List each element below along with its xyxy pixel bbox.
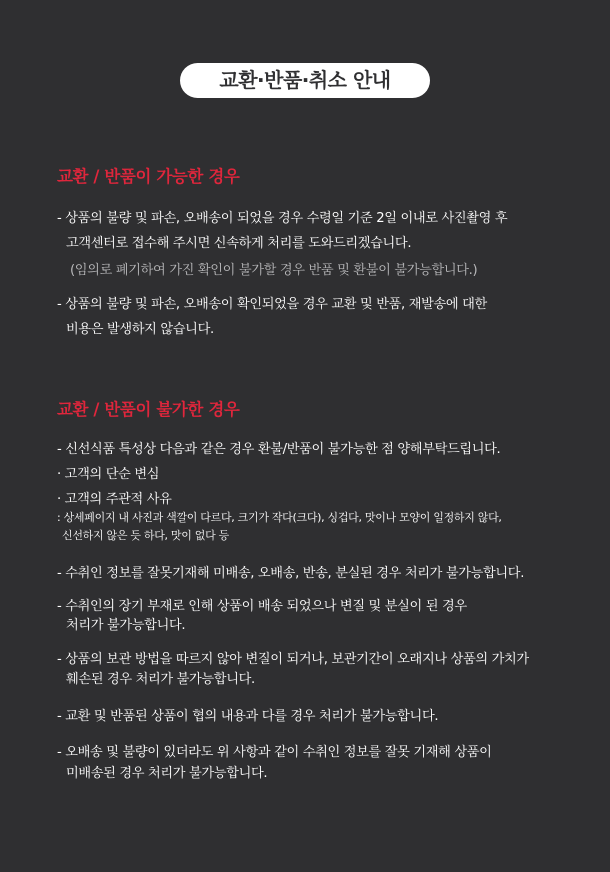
non-returnable-line-3b: 처리가 불가능합니다. — [66, 618, 186, 633]
non-returnable-detail-2: 신선하지 않은 듯 하다, 맛이 없다 등 — [62, 529, 229, 542]
returnable-line-4: 비용은 발생하지 않습니다. — [66, 322, 214, 337]
non-returnable-detail-1: : 상세페이지 내 사진과 색깔이 다르다, 크기가 작다(크다), 싱겁다, 맛이나 모양이 일정하지 않다, — [57, 511, 502, 524]
non-returnable-line-5: - 교환 및 반품된 상품이 협의 내용과 다를 경우 처리가 불가능합니다. — [57, 709, 439, 724]
non-returnable-line-3: - 수취인의 장기 부재로 인해 상품이 배송 되었으나 변질 및 분실이 된 경우 — [57, 599, 467, 614]
returnable-line-1: - 상품의 불량 및 파손, 오배송이 되었을 경우 수령일 기준 2일 이내로 사진촬영 후 — [57, 211, 508, 226]
returnable-line-2: 고객센터로 접수해 주시면 신속하게 처리를 도와드리겠습니다. — [66, 236, 412, 251]
section-heading-returnable: 교환 / 반품이 가능한 경우 — [57, 167, 240, 186]
returnable-line-3: - 상품의 불량 및 파손, 오배송이 확인되었을 경우 교환 및 반품, 재발송에 대한 — [57, 297, 487, 312]
section-heading-non-returnable: 교환 / 반품이 불가한 경우 — [57, 400, 240, 419]
non-returnable-line-4: - 상품의 보관 방법을 따르지 않아 변질이 되거나, 보관기간이 오래지나 상품의 가치가 — [57, 652, 529, 667]
non-returnable-line-6b: 미배송된 경우 처리가 불가능합니다. — [66, 766, 268, 781]
non-returnable-line-1: - 신선식품 특성상 다음과 같은 경우 환불/반품이 불가능한 점 양해부탁드립니다. — [57, 442, 501, 457]
non-returnable-bullet-1: · 고객의 단순 변심 — [57, 467, 160, 482]
non-returnable-line-2: - 수취인 정보를 잘못기재해 미배송, 오배송, 반송, 분실된 경우 처리가 불가능합니다. — [57, 566, 525, 581]
non-returnable-bullet-2: · 고객의 주관적 사유 — [57, 492, 172, 507]
returnable-note: (임의로 폐기하여 가진 확인이 불가할 경우 반품 및 환불이 불가능합니다.) — [70, 263, 478, 278]
page-title: 교환·반품·취소 안내 — [180, 63, 430, 98]
non-returnable-line-6: - 오배송 및 불량이 있더라도 위 사항과 같이 수취인 정보를 잘못 기재해 상품이 — [57, 745, 492, 760]
non-returnable-line-4b: 훼손된 경우 처리가 불가능합니다. — [66, 672, 255, 687]
